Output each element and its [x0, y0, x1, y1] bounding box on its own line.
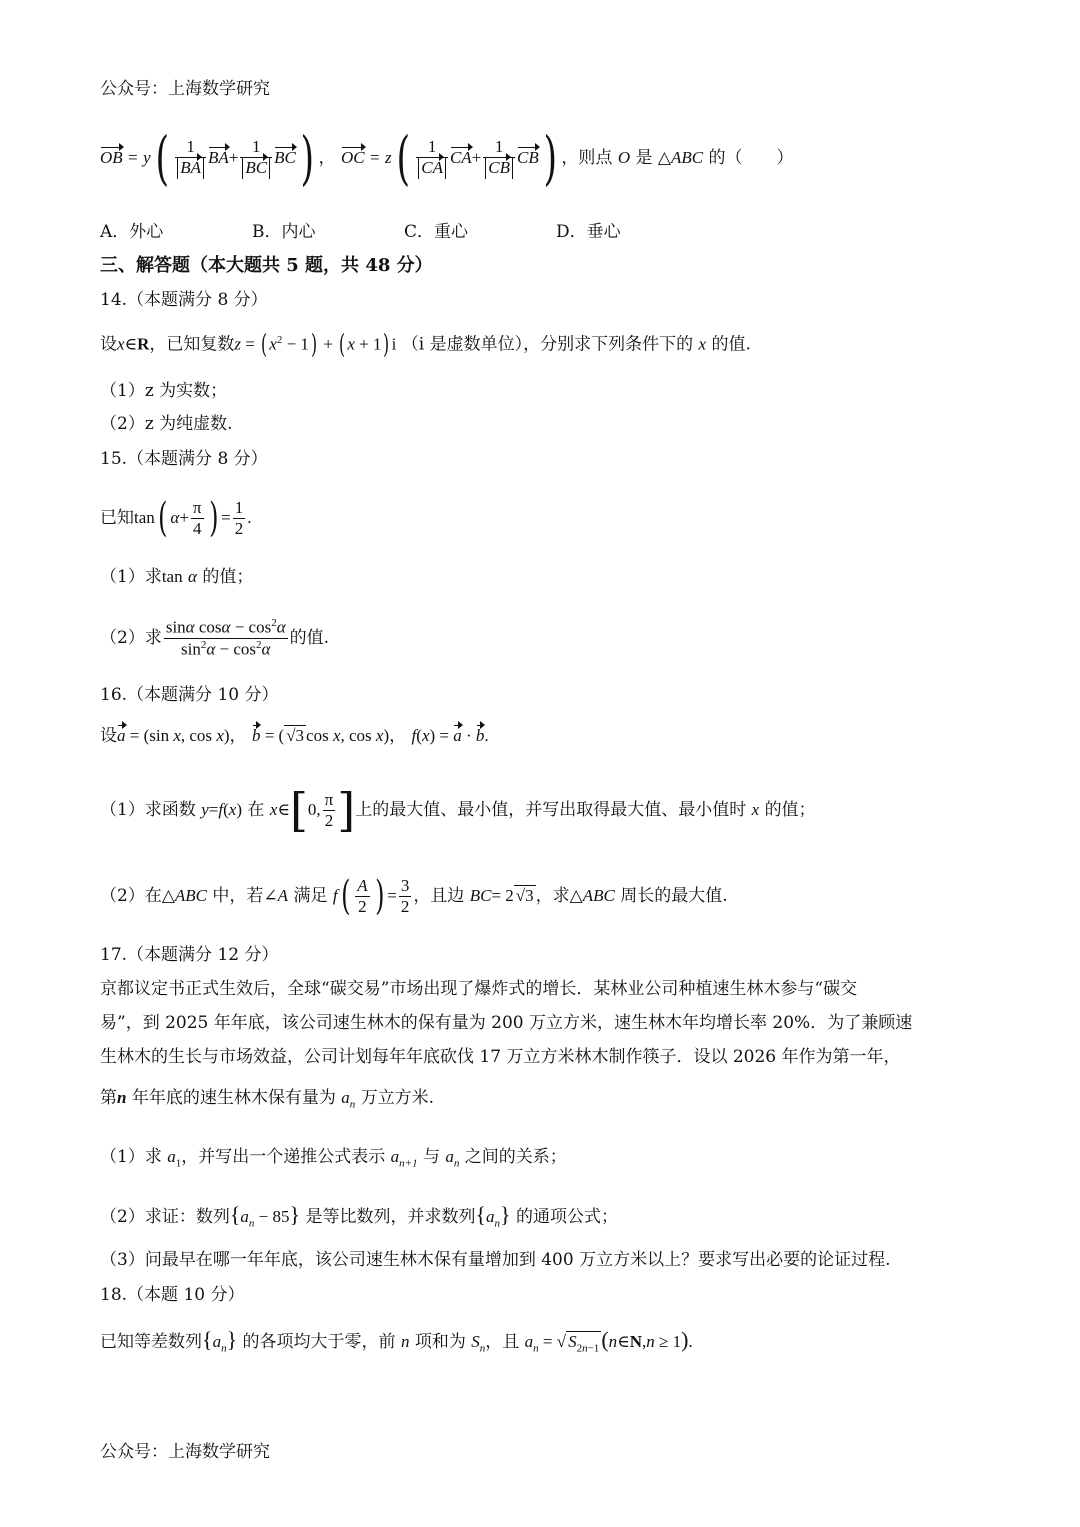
- q14-stem: 设x∈R，已知复数z = ( $x^2 - 1$) + ( x + 1) i （i 是虚数单位），分别求下列条件下的 x 的值.: [100, 330, 751, 360]
- q17-para-line-2: 易”，到 2025 年年底，该公司速生林木的保有量为 200 万立方米，速生林木年均增长率 20%．为了兼顾速: [100, 1013, 913, 1033]
- q14-part1: （1）z 为实数；: [100, 381, 228, 401]
- q17-part2: （2）求证：数列$\{a_n - 85\}$ 是等比数列，并求数列$\{a_n\}$ 的通项公式；: [100, 1202, 618, 1230]
- q17-part3: （3）问最早在哪一年年底，该公司速生林木保有量增加到 400 万立方米以上？要求写出必要的论证过程.: [100, 1250, 891, 1270]
- frac-1-over-CA: $\frac{1}{CA}$: [416, 137, 448, 178]
- q17-part1: （1）求 $a_1$，并写出一个递推公式表示 $a_{n+1}$ 与 $a_n$ 之间的关系；: [100, 1147, 567, 1170]
- q13-vector-line: OB = y ( $\frac{1}{BA}$ BA + $\frac{1}{BC}$ BC ) ， OC = z ( $\frac{1}{CA}$ CA + $\frac{1}{CB}$ CB ) ，则点 O 是 △ ABC 的（ ）: [100, 124, 794, 192]
- frac-1-over-BA: $\frac{1}{BA}$: [175, 137, 206, 178]
- page-footer: 公众号：上海数学研究: [100, 1442, 270, 1462]
- q18-stem: 已知等差数列$\{a_n\}$ 的各项均大于零，前 n 项和为 $S_n$，且 $a_n$ = √ $S_{2n-1}(n\in N,n \ge 1)$.: [100, 1327, 693, 1355]
- frac-1-over-CB: $\frac{1}{CB}$: [483, 137, 515, 178]
- q17-heading: 17.（本题满分 12 分）: [100, 945, 279, 965]
- frac-1-over-BC: $\frac{1}{BC}$: [240, 137, 272, 178]
- q15-part2: （2）求 $\frac{\sin\alpha \cos\alpha - \cos^2\alpha}{\sin^2\alpha - \cos^2\alpha}$ 的值.: [100, 617, 330, 659]
- q13-choices: [100, 222, 708, 242]
- choice-a[interactable]: A．外心: [100, 222, 164, 242]
- q15-heading: 15.（本题满分 8 分）: [100, 449, 268, 469]
- choice-c[interactable]: C．重心: [404, 222, 469, 242]
- section-title: 三、解答题（本大题共 5 题，共 48 分）: [100, 255, 433, 276]
- q17-para-line-1: 京都议定书正式生效后，全球“碳交易”市场出现了爆炸式的增长．某林业公司种植速生林木参与“碳交: [100, 979, 858, 999]
- q15-part1: （1）求tan α 的值；: [100, 567, 254, 587]
- q14-part2: （2）z 为纯虚数.: [100, 414, 233, 434]
- choice-d[interactable]: D．垂心: [556, 222, 621, 242]
- choice-b[interactable]: B．内心: [252, 222, 316, 242]
- q16-part2: （2）在 △ ABC 中，若 ∠ A 满足 f ( $\frac{A}{2}$ ) = $\frac{3}{2}$ ，且边 BC = 2 √3 ，求 △ ABC 周长的最大值.: [100, 873, 728, 919]
- q17-para-line-3: 生林木的生长与市场效益，公司计划每年年底砍伐 17 万立方米林木制作筷子．设以 2026 年作为第一年，: [100, 1047, 901, 1067]
- q14-heading: 14.（本题满分 8 分）: [100, 290, 268, 310]
- q17-para-line-4: 第n 年年底的速生林木保有量为 $a_n$ 万立方米.: [100, 1088, 435, 1111]
- q16-stem: 设a = (sin x, cos x)， b = ( √3 cos x, cos x)， f(x) = a · b.: [100, 726, 489, 746]
- q15-stem: 已知 tan ( α + $\frac{\pi}{4}$ ) = $\frac{1}{2}$ .: [100, 495, 252, 541]
- page-header: 公众号：上海数学研究: [100, 79, 270, 99]
- q16-heading: 16.（本题满分 10 分）: [100, 685, 279, 705]
- q18-heading: 18.（本题 10 分）: [100, 1285, 245, 1305]
- q16-part1: （1）求函数 y = f ( x ) 在 x ∈ [ 0, $\frac{\pi}{2}$ ] 上的最大值、最小值，并写出取得最大值、最小值时 x 的值；: [100, 783, 816, 837]
